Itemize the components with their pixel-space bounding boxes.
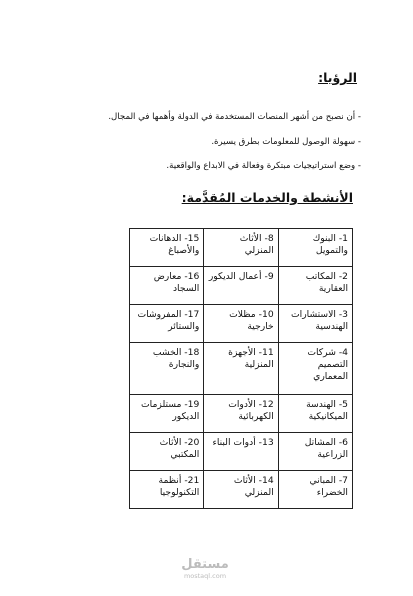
vision-item: - سهولة الوصول للمعلومات بطرق يسيرة. <box>211 136 361 147</box>
table-cell: 3- الاستشارات الهندسية <box>278 304 352 342</box>
table-cell: 19- مستلزمات الديكور <box>130 395 204 433</box>
table-cell: 17- المفروشات والستائر <box>130 304 204 342</box>
table-cell: 1- البنوك والتمويل <box>278 229 352 267</box>
table-cell: 4- شركات التصميم المعماري <box>278 342 352 395</box>
watermark <box>175 558 235 580</box>
table-cell: 10- مظلات خارجية <box>204 304 278 342</box>
table-cell: 16- معارض السجاد <box>130 266 204 304</box>
table-row <box>130 266 353 304</box>
table-cell: 2- المكاتب العقارية <box>278 266 352 304</box>
table-cell: 5- الهندسة الميكانيكية <box>278 395 352 433</box>
table-cell: 15- الدهانات والأصباغ <box>130 229 204 267</box>
services-heading: الأنشطة والخدمات المُقدَّمة: <box>181 190 353 205</box>
table-cell: 8- الأثاث المنزلي <box>204 229 278 267</box>
table-cell: 6- المشاتل الزراعية <box>278 433 352 471</box>
table-row <box>130 433 353 471</box>
table-row <box>130 342 353 395</box>
table-row <box>130 304 353 342</box>
table-cell: 18- الخشب والنجارة <box>130 342 204 395</box>
vision-item: - وضع استراتيجيات مبتكرة وفعالة في الابداع والواقعية. <box>166 161 361 171</box>
table-cell: 20- الأثاث المكتبي <box>130 433 204 471</box>
table-cell: 12- الأدوات الكهربائية <box>204 395 278 433</box>
vision-list <box>108 112 361 186</box>
services-table <box>129 228 353 509</box>
watermark-url: mostaql.com <box>183 572 227 580</box>
table-row <box>130 229 353 267</box>
table-cell: 7- المباني الخضراء <box>278 471 352 509</box>
vision-item: - أن نصبح من أشهر المنصات المستخدمة في الدولة وأهمها في المجال. <box>108 112 361 122</box>
table-cell: 13- أدوات البناء <box>204 433 278 471</box>
table-cell: 9- أعمال الديكور <box>204 266 278 304</box>
table-row <box>130 471 353 509</box>
table-cell: 21- أنظمة التكنولوجيا <box>130 471 204 509</box>
table-cell: 11- الأجهزة المنزلية <box>204 342 278 395</box>
vision-heading: الرؤيا: <box>318 70 357 85</box>
watermark-logo: مستقل <box>181 557 229 572</box>
table-row <box>130 395 353 433</box>
table-cell: 14- الأثاث المنزلي <box>204 471 278 509</box>
